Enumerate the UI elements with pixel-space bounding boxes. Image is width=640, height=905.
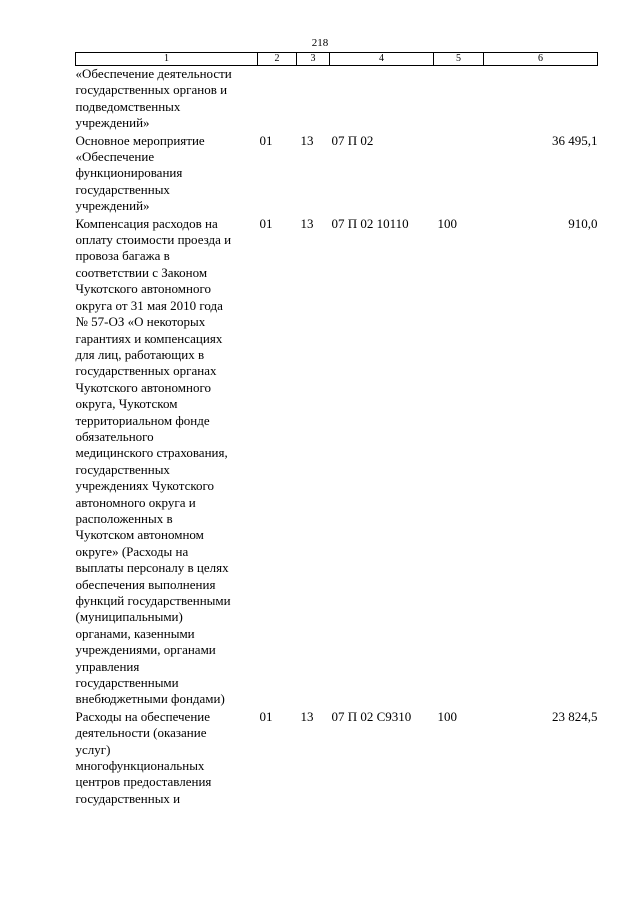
cell-expense-type	[434, 66, 484, 133]
cell-amount: 23 824,5	[552, 708, 598, 724]
cell-target-article: 07 П 02 С9310	[331, 708, 412, 724]
cell-name-line: обязательного	[75, 428, 154, 444]
cell-target-article	[330, 66, 434, 133]
cell-name	[76, 709, 258, 808]
cell-section: 01	[259, 708, 273, 724]
cell-name-line: органами, казенными	[75, 625, 195, 641]
cell-name-line: государственных органов и	[75, 82, 228, 98]
cell-name-line: государственных	[75, 181, 170, 197]
cell-name-line: провоза багажа в	[75, 248, 170, 264]
cell-name-line: округа, Чукотском	[75, 396, 178, 412]
cell-name-line: расположенных в	[75, 510, 173, 526]
cell-amount	[484, 66, 598, 133]
table-row	[76, 709, 598, 808]
table-row	[76, 66, 598, 133]
cell-name-line: учреждений»	[75, 115, 150, 131]
budget-table	[75, 52, 598, 808]
cell-name	[76, 66, 258, 133]
table-row	[76, 216, 598, 709]
cell-name-line: округе» (Расходы на	[75, 543, 189, 559]
cell-name-line: соответствии с Законом	[75, 264, 208, 280]
cell-expense-type	[434, 133, 484, 216]
column-header-2: 2	[258, 53, 297, 66]
cell-name-line: функций государственными	[75, 593, 231, 608]
column-header-6: 6	[484, 53, 598, 66]
column-header-4: 4	[330, 53, 434, 66]
cell-name-line: гарантиях и компенсациях	[75, 330, 223, 346]
column-header-1: 1	[76, 53, 258, 66]
cell-name-line: деятельности (оказание	[75, 725, 207, 741]
cell-name-line: округа от 31 мая 2010 года	[75, 297, 223, 313]
cell-name-line: Чукотского автономного	[75, 281, 211, 297]
cell-name-line: Основное мероприятие	[75, 132, 205, 148]
cell-section	[258, 66, 297, 133]
cell-name-line: обеспечения выполнения	[75, 576, 216, 592]
cell-name-line: центров предоставления	[75, 774, 212, 790]
cell-name-line: Чукотского автономного	[75, 379, 211, 395]
cell-section: 01	[259, 215, 273, 231]
table-header-row	[76, 53, 598, 66]
cell-subsection: 13	[300, 215, 314, 231]
cell-name-line: Компенсация расходов на	[75, 215, 218, 231]
cell-name-line: Чукотском автономном	[75, 527, 204, 543]
cell-name-line: для лиц, работающих в	[75, 346, 205, 362]
cell-name	[76, 133, 258, 216]
cell-target-article: 07 П 02 10110	[331, 215, 409, 231]
cell-name-line: выплаты персоналу в целях	[75, 560, 229, 576]
cell-target-article: 07 П 02	[331, 132, 374, 148]
column-header-5: 5	[434, 53, 484, 66]
table-row	[76, 133, 598, 216]
cell-expense-type: 100	[437, 215, 457, 231]
cell-name-line: автономного округа и	[75, 494, 196, 510]
cell-name-line: Расходы на обеспечение	[75, 708, 211, 724]
cell-name-line: «Обеспечение деятельности	[75, 66, 232, 81]
table-body	[76, 66, 598, 809]
cell-name-line: государственных и	[75, 790, 181, 806]
cell-name-line: внебюджетными фондами)	[75, 691, 225, 707]
cell-subsection	[297, 66, 330, 133]
cell-name-line: (муниципальными)	[75, 609, 183, 625]
cell-amount: 36 495,1	[552, 132, 598, 148]
cell-subsection: 13	[300, 132, 314, 148]
cell-section: 01	[259, 132, 273, 148]
cell-name-line: функционирования	[75, 165, 183, 181]
cell-name-line: «Обеспечение	[75, 149, 155, 165]
page-number: 218	[311, 37, 329, 49]
cell-subsection: 13	[300, 708, 314, 724]
cell-name-line: учреждениях Чукотского	[75, 478, 215, 494]
cell-name-line: управления	[75, 658, 140, 674]
cell-name-line: многофункциональных	[75, 758, 205, 774]
cell-name-line: государственных органах	[75, 363, 217, 379]
cell-name-line: учреждениями, органами	[75, 642, 216, 658]
cell-expense-type: 100	[437, 708, 457, 724]
cell-name-line: № 57-ОЗ «О некоторых	[75, 314, 206, 330]
cell-name-line: учреждений»	[75, 198, 150, 214]
cell-name-line: медицинского страхования,	[75, 445, 228, 461]
cell-name-line: подведомственных	[75, 98, 181, 114]
cell-amount: 910,0	[568, 215, 598, 231]
cell-name	[76, 216, 258, 709]
column-header-3: 3	[297, 53, 330, 66]
cell-name-line: государственными	[75, 675, 179, 691]
cell-name-line: государственных	[75, 461, 170, 477]
cell-name-line: оплату стоимости проезда и	[75, 232, 232, 248]
cell-name-line: услуг)	[75, 741, 111, 757]
cell-name-line: территориальном фонде	[75, 412, 210, 428]
